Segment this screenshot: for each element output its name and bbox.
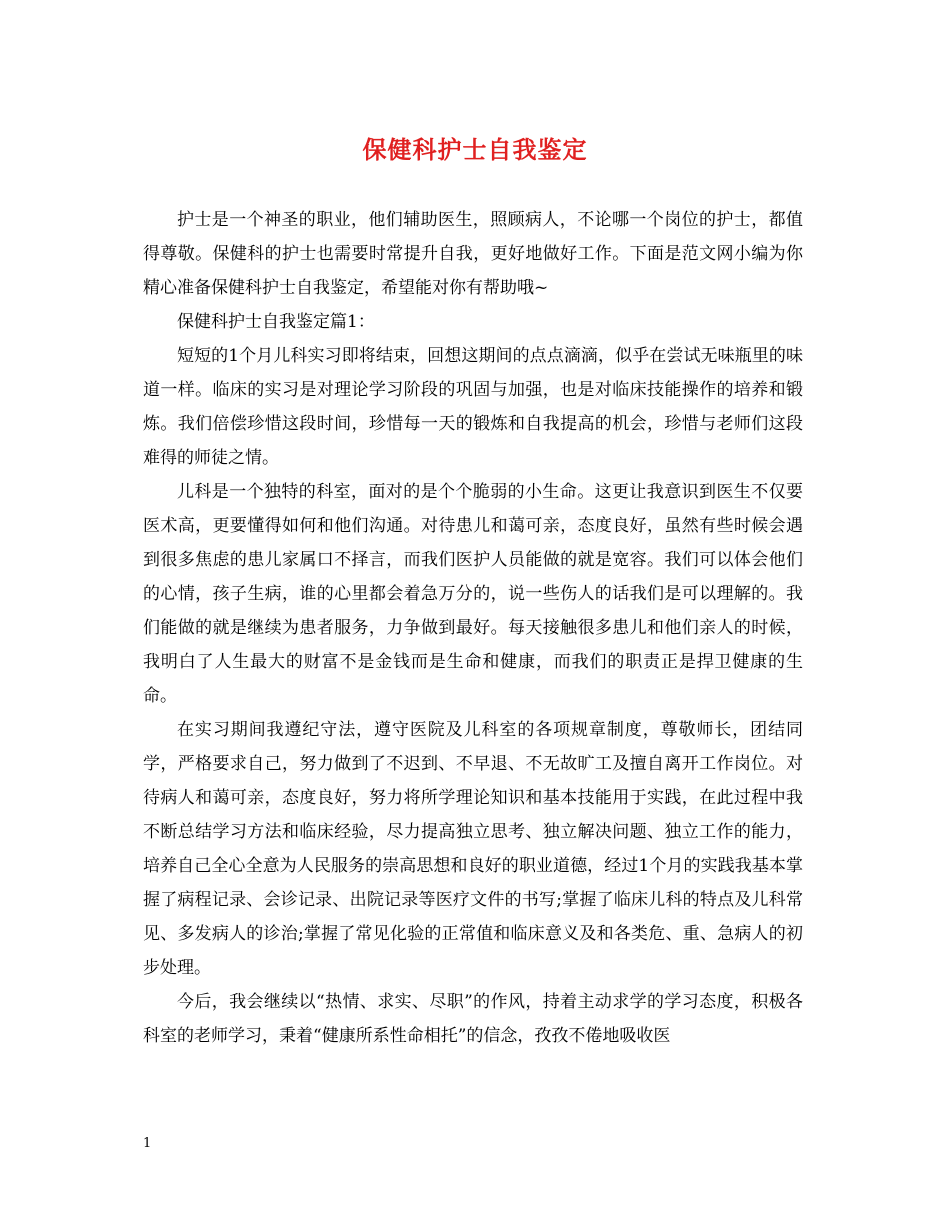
page-number: 1 bbox=[143, 1136, 152, 1151]
paragraph-pediatrics: 儿科是一个独特的科室，面对的是个个脆弱的小生命。这更让我意识到医生不仅要医术高，更要懂得如何和他们沟通。对待患儿和蔼可亲，态度良好，虽然有些时候会遇到很多焦虑的患儿家属口不择言，而我们医护人员能做的就是宽容。我们可以体会他们的心情，孩子生病，谁的心里都会着急万分的，说一些伤人的话我们是可以理解的。我们能做的就是继续为患者服务，力争做到最好。每天接触很多患儿和他们亲人的时候，我明白了人生最大的财富不是金钱而是生命和健康，而我们的职责正是捍卫健康的生命。 bbox=[143, 482, 803, 706]
section-heading: 保健科护士自我鉴定篇1： bbox=[177, 312, 375, 332]
document-body bbox=[143, 203, 803, 1053]
paragraph-future: 今后，我会继续以“热情、求实、尽职”的作风，持着主动求学的学习态度，积极各科室的老师学习，秉着“健康所系性命相托”的信念，孜孜不倦地吸收医 bbox=[143, 992, 803, 1046]
paragraph-internship: 短短的1个月儿科实习即将结束，回想这期间的点点滴滴，似乎在尝试无味瓶里的味道一样。临床的实习是对理论学习阶段的巩固与加强，也是对临床技能操作的培养和锻炼。我们倍偿珍惜这段时间，珍惜每一天的锻炼和自我提高的机会，珍惜与老师们这段难得的师徒之情。 bbox=[143, 346, 803, 468]
intro-paragraph: 护士是一个神圣的职业，他们辅助医生，照顾病人，不论哪一个岗位的护士，都值得尊敬。保健科的护士也需要时常提升自我，更好地做好工作。下面是范文网小编为你精心准备保健科护士自我鉴定，希望能对你有帮助哦~ bbox=[143, 210, 803, 298]
paragraph-conduct: 在实习期间我遵纪守法，遵守医院及儿科室的各项规章制度，尊敬师长，团结同学，严格要求自己，努力做到了不迟到、不早退、不无故旷工及擅自离开工作岗位。对待病人和蔼可亲，态度良好，努力将所学理论知识和基本技能用于实践，在此过程中我不断总结学习方法和临床经验，尽力提高独立思考、独立解决问题、独立工作的能力，培养自己全心全意为人民服务的崇高思想和良好的职业道德，经过1个月的实践我基本掌握了病程记录、会诊记录、出院记录等医疗文件的书写;掌握了临床儿科的特点及儿科常见、多发病人的诊治;掌握了常见化验的正常值和临床意义及和各类危、重、急病人的初步处理。 bbox=[143, 720, 803, 978]
document-title: 保健科护士自我鉴定 bbox=[362, 135, 588, 164]
